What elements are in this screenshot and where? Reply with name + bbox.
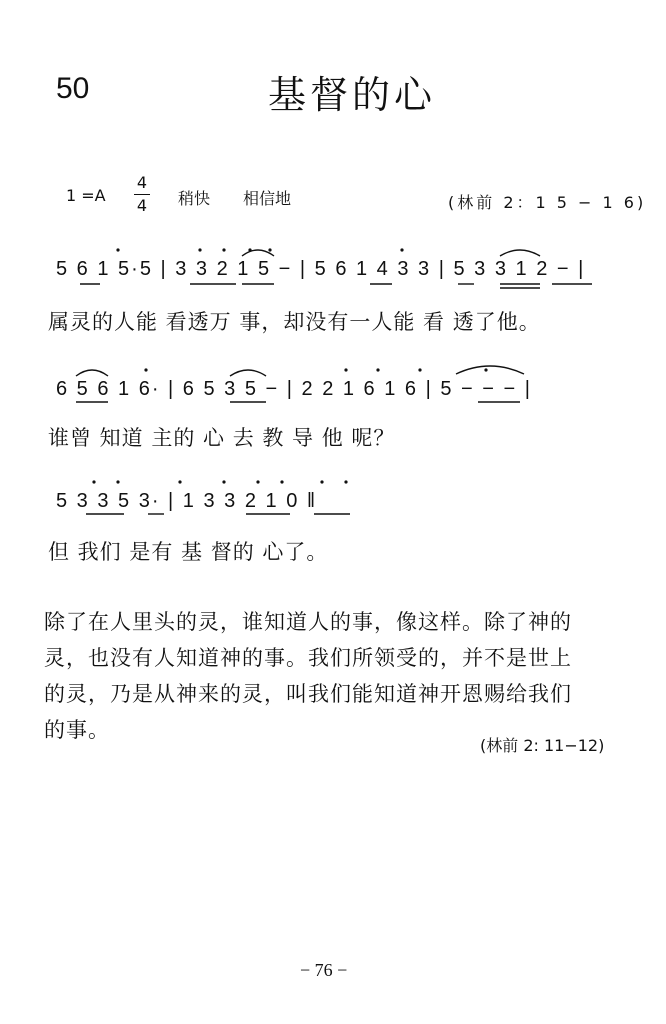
key-signature: 1 =A — [66, 186, 106, 205]
octave-dot — [198, 248, 201, 251]
song-title: 基督的心 — [268, 73, 437, 117]
slur-mark — [456, 366, 524, 374]
song-number: 50 — [56, 72, 90, 105]
expression-marking: 相信地 — [243, 189, 292, 208]
scripture-line: 灵，也没有人知道神的事。我们所领受的，并不是世上 — [44, 646, 572, 670]
octave-dot — [116, 248, 119, 251]
page-number: − 76 − — [300, 960, 348, 980]
notation-line-3: 5 3 3 5 3· | 1 3 3 2 1 0 ‖ — [56, 490, 318, 512]
octave-dot — [418, 368, 421, 371]
time-signature — [134, 174, 150, 215]
octave-dot — [178, 480, 181, 483]
lyrics-line-3: 但 我们 是有 基 督的 心了。 — [48, 540, 329, 564]
octave-dot — [344, 368, 347, 371]
time-signature-divider — [134, 194, 150, 195]
slur-mark — [500, 250, 540, 256]
octave-dot — [116, 480, 119, 483]
tempo-marking: 稍快 — [178, 189, 211, 208]
octave-dot — [320, 480, 323, 483]
octave-dot — [280, 480, 283, 483]
scripture-reference: (林前 2: 11−12) — [480, 736, 605, 755]
scripture-line: 的灵，乃是从神来的灵，叫我们能知道神开恩赐给我们 — [44, 682, 572, 706]
octave-dot — [376, 368, 379, 371]
octave-dot — [400, 248, 403, 251]
octave-dot — [144, 368, 147, 371]
octave-dot — [222, 248, 225, 251]
slur-mark — [242, 250, 274, 256]
slur-mark — [230, 370, 266, 376]
scripture-line: 的事。 — [44, 718, 110, 742]
octave-dot — [92, 480, 95, 483]
octave-dot — [222, 480, 225, 483]
time-signature-top: 4 — [136, 173, 148, 192]
octave-dot — [256, 480, 259, 483]
octave-dot — [248, 248, 251, 251]
octave-dot — [268, 248, 271, 251]
notation-line-1: 5 6 1 5·5 | 3 3 2 1 5 − | 5 6 1 4 3 3 | 5 3 3 1 2 − | — [56, 258, 586, 280]
lyrics-line-1: 属灵的人能 看透万 事，却没有一人能 看 透了他。 — [48, 310, 541, 334]
song-reference: (林前 2：1 5 − 1 6) — [448, 193, 647, 212]
lyrics-line-2: 谁曾 知道 主的 心 去 教 导 他 呢？ — [48, 426, 396, 450]
octave-dot — [484, 368, 487, 371]
scripture-line: 除了在人里头的灵，谁知道人的事，像这样。除了神的 — [44, 610, 572, 634]
octave-dot — [344, 480, 347, 483]
time-signature-bottom: 4 — [136, 196, 148, 215]
scripture-paragraph — [44, 604, 644, 748]
slur-mark — [76, 370, 108, 376]
notation-line-2: 6 5 6 1 6· | 6 5 3 5 − | 2 2 1 6 1 6 | 5 − − − | — [56, 378, 532, 400]
